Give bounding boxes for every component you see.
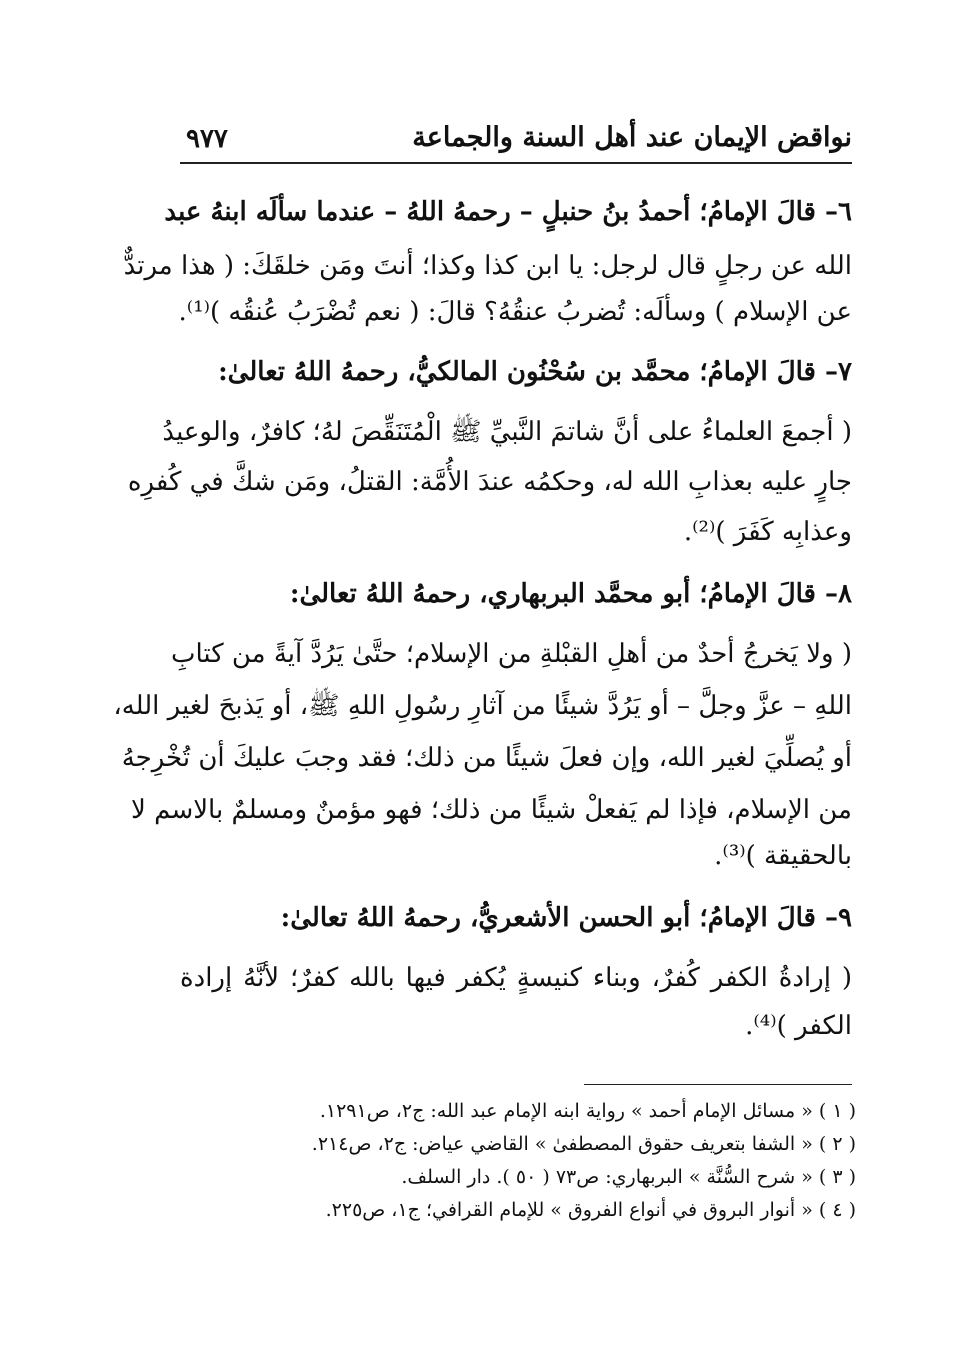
text-line: وعذابِه كَفَرَ )⁽²⁾. (683, 517, 852, 547)
section-heading: ٧– قالَ الإمامُ؛ محمَّد بن سُحْنُون المالكيُّ، رحمهُ اللهُ تعالىٰ: (218, 357, 852, 387)
text-line: اللهِ – عزَّ وجلَّ – أو يَرُدَّ شيئًا من آثارِ رسُولِ اللهِ ﷺ، أو يَذبحَ لغير الله، (113, 691, 852, 721)
footnote-item: ( ٤ ) « أنوار البروق في أنواع الفروق » للإمام القرافي؛ ج١، ص٢٢٥. (325, 1199, 856, 1221)
running-header (180, 118, 852, 164)
footnote-item: ( ٢ ) « الشفا بتعريف حقوق المصطفىٰ » القاضي عياض: ج٢، ص٢١٤. (311, 1133, 856, 1155)
text-line: ( ولا يَخرجُ أحدٌ من أهلِ القبْلةِ من الإسلام؛ حتَّىٰ يَرُدَّ آيةً من كتابِ (170, 639, 852, 669)
text-line: ٦– قالَ الإمامُ؛ أحمدُ بنُ حنبلٍ – رحمهُ اللهُ – عندما سألَه ابنهُ عبد (164, 197, 852, 227)
running-title: نواقض الإيمان عند أهل السنة والجماعة (412, 122, 852, 153)
footnote-divider (584, 1084, 852, 1085)
text-line: أو يُصلِّيَ لغير الله، وإن فعلَ شيئًا من ذلك؛ فقد وجبَ عليكَ أن تُخْرِجهُ (121, 743, 852, 773)
section-heading: ٨– قالَ الإمامُ؛ أبو محمَّد البربهاري، رحمهُ اللهُ تعالىٰ: (289, 579, 852, 609)
text-line: ( إرادةُ الكفر كُفرٌ، وبناء كنيسةٍ يُكفر فيها بالله كفرٌ؛ لأنَّهُ إرادة (180, 963, 852, 993)
text-line: ( أجمعَ العلماءُ على أنَّ شاتمَ النَّبيِّ ﷺ الْمُتَنَقِّصَ لهُ؛ كافرٌ، والوعيدُ (162, 417, 852, 447)
footnote-item: ( ١ ) « مسائل الإمام أحمد » رواية ابنه الإمام عبد الله: ج٢، ص١٢٩١. (319, 1100, 856, 1122)
text-line: عن الإسلام ) وسألَه: تُضربُ عنقُهُ؟ قالَ: ( نعم تُضْرَبُ عُنقُه )⁽¹⁾. (178, 297, 852, 327)
text-line: الكفر )⁽⁴⁾. (745, 1011, 852, 1041)
footnote-item: ( ٣ ) « شرح السُّنَّة » البربهاري: ص٧٣ ( ٥٠ ). دار السلف. (401, 1166, 856, 1188)
page-number: ٩٧٧ (186, 124, 228, 154)
text-line: من الإسلام، فإذا لم يَفعلْ شيئًا من ذلك؛ فهو مؤمنٌ ومسلمٌ بالاسم لا (131, 795, 852, 825)
section-heading: ٩– قالَ الإمامُ؛ أبو الحسن الأشعريُّ، رحمهُ اللهُ تعالىٰ: (280, 903, 852, 933)
text-line: جارٍ عليه بعذابِ الله له، وحكمُه عندَ الأُمَّة: القتلُ، ومَن شكَّ في كُفرِه (127, 467, 852, 497)
text-line: بالحقيقة )⁽³⁾. (714, 841, 852, 871)
text-line: الله عن رجلٍ قال لرجل: يا ابن كذا وكذا؛ أنتَ ومَن خلقَكَ: ( هذا مرتدٌّ (123, 251, 852, 281)
